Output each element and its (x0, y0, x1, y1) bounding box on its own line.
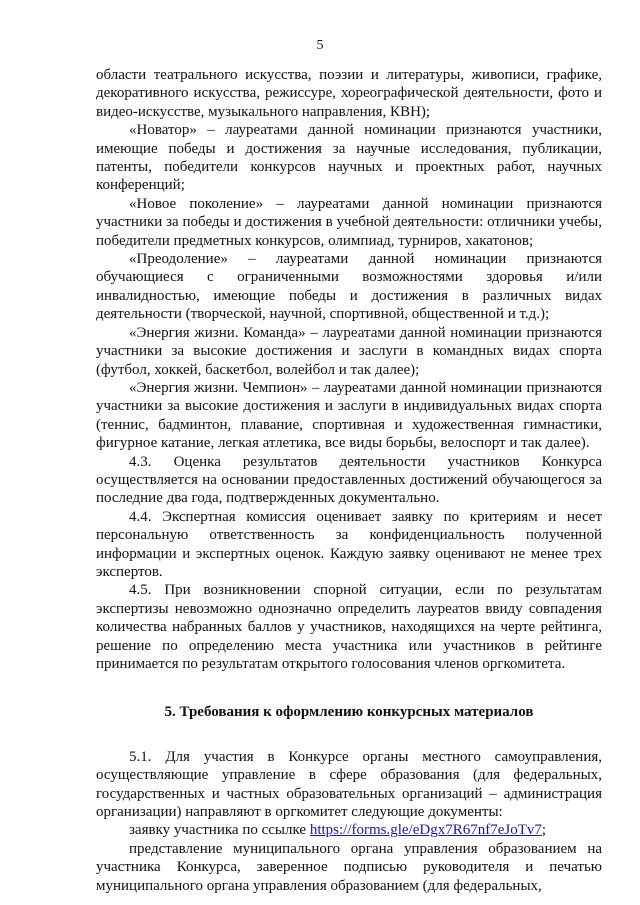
application-prefix: заявку участника по ссылке (129, 822, 310, 839)
paragraph-4-4: 4.4. Экспертная комиссия оценивает заявку по критериям и несет персональную ответственность за конфиденциальность полученной информации и экспертных оценок. Каждую заявку оценивают не менее трех экспертов. (96, 508, 602, 580)
paragraph-novator: «Новатор» – лауреатами данной номинации признаются участники, имеющие победы и достижения за научные исследования, публикации, патенты, победители конкурсов научных и проектных работ, научных конференций; (96, 122, 602, 194)
paragraph-continuation: области театрального искусства, поэзии и литературы, живописи, графике, декоративного искусства, режиссуре, хореографической деятельности, фото и видео-искусстве, музыкального направления, КВН); (96, 67, 602, 120)
paragraph-new-generation: «Новое поколение» – лауреатами данной номинации признаются участники за победы и достижения в учебной деятельности: отличники учебы, победители предметных конкурсов, олимпиад, турниров, хакатонов; (96, 195, 602, 249)
application-link[interactable]: https://forms.gle/eDgx7R67nf7eJoTv7 (309, 822, 542, 839)
paragraph-4-3: 4.3. Оценка результатов деятельности участников Конкурса осуществляется на основании предоставленных достижений обучающегося за последние два года, подтвержденных документально. (96, 453, 602, 507)
paragraph-application (96, 821, 602, 839)
paragraph-representation: представление муниципального органа управления образованием на участника Конкурса, заверенное подписью руководителя и печатью муниципального органа управления образованием (для федеральных, (96, 840, 602, 894)
application-suffix: ; (541, 822, 547, 839)
paragraph-5-1: 5.1. Для участия в Конкурсе органы местного самоуправления, осуществляющие управление в сфере образования (для федеральных, государственных и частных образовательных организаций – администрация организации) направляют в оргкомитет следующие документы: (96, 748, 602, 821)
paragraph-energy-team: «Энергия жизни. Команда» – лауреатами данной номинации признаются участники за высокие достижения и заслуги в командных видах спорта (футбол, хоккей, баскетбол, волейбол и так далее); (96, 324, 602, 378)
page-number: 5 (316, 38, 324, 53)
document-body (96, 66, 602, 895)
section-heading: 5. Требования к оформлению конкурсных материалов (164, 704, 534, 721)
paragraph-overcoming: «Преодоление» – лауреатами данной номинации признаются обучающиеся с ограниченными возможностями здоровья и/или инвалидностью, имеющие победы и достижения в различных видах деятельности (творческой, научной, спортивной, общественной и т.д.); (96, 251, 602, 323)
paragraph-4-5: 4.5. При возникновении спорной ситуации, если по результатам экспертизы невозможно однозначно определить лауреатов ввиду совпадения количества набранных баллов у участников, находящихся на черте рейтинга, решение по определению места участника или участников в рейтинге принимается по результатам открытого голосования членов оргкомитета. (96, 582, 602, 672)
paragraph-energy-champion: «Энергия жизни. Чемпион» – лауреатами данной номинации признаются участники за высокие достижения и заслуги в индивидуальных видах спорта (теннис, бадминтон, плавание, спортивная и художественная гимнастики, фигурное катание, легкая атлетика, все виды борьбы, велоспорт и так далее). (96, 379, 602, 452)
